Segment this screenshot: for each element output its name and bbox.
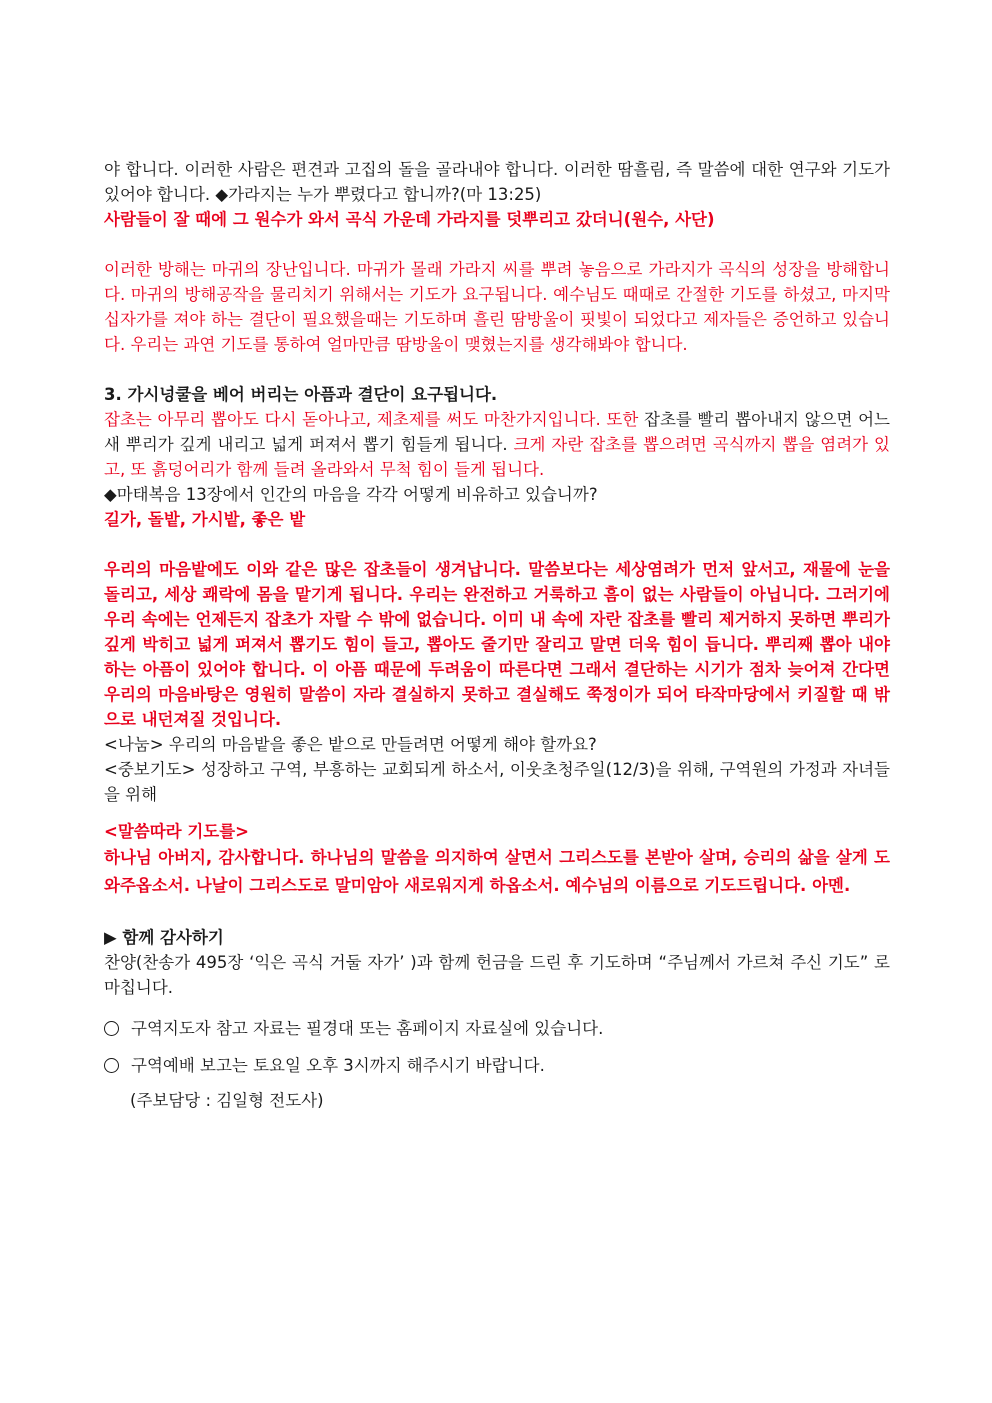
prayer-body: 하나님 아버지, 감사합니다. 하나님의 말씀을 의지하여 살면서 그리스도를 본받아 살며, 승리의 삶을 살게 도와주옵소서. 나날이 그리스도로 말미암아 새로워지게 하옵소서. 예수님의 이름으로 기도드립니다. 아멘.	[104, 848, 890, 895]
circle-bullet-icon	[104, 1058, 119, 1073]
heart-paragraph: 우리의 마음밭에도 이와 같은 많은 잡초들이 생겨납니다. 말씀보다는 세상염려가 먼저 앞서고, 재물에 눈을 돌리고, 세상 쾌락에 몸을 맡기게 됩니다. 우리는 완전하고 거룩하고 흠이 없는 사람들이 아닙니다. 그러기에 우리 속에는 언제든지 잡초가 자랄 수 밖에 없습니다. 이미 내 속에 자란 잡초를 빨리 제거하지 못하면 뿌리가 깊게 박히고 넓게 퍼져서 뽑기도 힘이 들고, 뽑아도 줄기만 잘리고 말면 더욱 힘이 듭니다. 뿌리째 뽑아 내야 하는 아픔이 있어야 합니다. 이 아픔 때문에 두려움이 따른다면 그래서 결단하는 시기가 점차 늦어져 간다면 우리의 마음바탕은 영원히 말씀이 자라 결실하지 못하고 결실해도 쭉정이가 되어 타작마당에서 키질할 때 밖으로 내던져질 것입니다.	[104, 560, 890, 729]
notice-item	[104, 1053, 890, 1078]
section3-answer: 길가, 돌밭, 가시밭, 좋은 밭	[104, 510, 306, 529]
thanks-body: 찬양(찬송가 495장 ‘익은 곡식 거둘 자가’ )과 함께 헌금을 드린 후 기도하며 “주님께서 가르쳐 주신 기도” 로 마칩니다.	[104, 953, 890, 997]
sharing-text: <나눔> 우리의 마음밭을 좋은 밭으로 만들려면 어떻게 해야 할까요?	[104, 735, 597, 754]
prayer-title: <말씀따라 기도를>	[104, 822, 249, 841]
section3-question: ◆마태복음 13장에서 인간의 마음을 각각 어떻게 비유하고 있습니까?	[104, 485, 598, 504]
section3-paragraph	[104, 407, 890, 482]
intro-paragraph	[104, 157, 890, 207]
intro-question: ◆가라지는 누가 뿌렸다고 합니까?(마 13:25)	[215, 185, 542, 204]
thanks-heading: ▶ 함께 감사하기	[104, 928, 224, 947]
circle-bullet-icon	[104, 1021, 119, 1036]
intercession-text: <중보기도> 성장하고 구역, 부흥하는 교회되게 하소서, 이웃초청주일(12/3)을 위해, 구역원의 가정과 자녀들을 위해	[104, 760, 890, 804]
notice-text: 구역지도자 참고 자료는 필경대 또는 홈페이지 자료실에 있습니다.	[131, 1019, 604, 1038]
prayer-paragraph: 이러한 방해는 마귀의 장난입니다. 마귀가 몰래 가라지 씨를 뿌려 놓음으로 가라지가 곡식의 성장을 방해합니다. 마귀의 방해공작을 물리치기 위해서는 기도가 요구됩니다. 예수님도 때때로 간절한 기도를 하셨고, 마지막 십자가를 져야 하는 결단이 필요했을때는 기도하며 흘린 땀방울이 핏빛이 되었다고 제자들은 증언하고 있습니다. 우리는 과연 기도를 통하여 얼마만큼 땀방울이 맺혔는지를 생각해봐야 합니다.	[104, 260, 890, 354]
section3-text-red: 잡초는 아무리 뽑아도 다시 돋아나고, 제초제를 써도 마찬가지입니다. 또한	[104, 410, 639, 429]
document-page	[104, 157, 890, 1113]
section3-text-black: 잡초를 빨리 뽑아내지 않으면 어느새 뿌리가 깊게 내리고 넓게 퍼져서 뽑기 힘들게 됩니다.	[104, 410, 890, 454]
intro-text: 야 합니다. 이러한 사람은 편견과 고집의 돌을 골라내야 합니다. 이러한 땀흘림, 즉 말씀에 대한 연구와 기도가 있어야 합니다.	[104, 160, 890, 204]
notice-item	[104, 1016, 890, 1041]
footer-credit: (주보담당 : 김일형 전도사)	[130, 1091, 324, 1110]
section3-heading: 3. 가시넝쿨을 베어 버리는 아픔과 결단이 요구됩니다.	[104, 385, 498, 404]
intro-answer: 사람들이 잘 때에 그 원수가 와서 곡식 가운데 가라지를 덧뿌리고 갔더니(원수, 사단)	[104, 210, 715, 229]
notice-text: 구역예배 보고는 토요일 오후 3시까지 해주시기 바랍니다.	[131, 1056, 545, 1075]
section3-text-red2: 크게 자란 잡초를 뽑으려면 곡식까지 뽑을 염려가 있고, 또 흙덩어리가 함께 들려 올라와서 무척 힘이 들게 됩니다.	[104, 435, 890, 479]
